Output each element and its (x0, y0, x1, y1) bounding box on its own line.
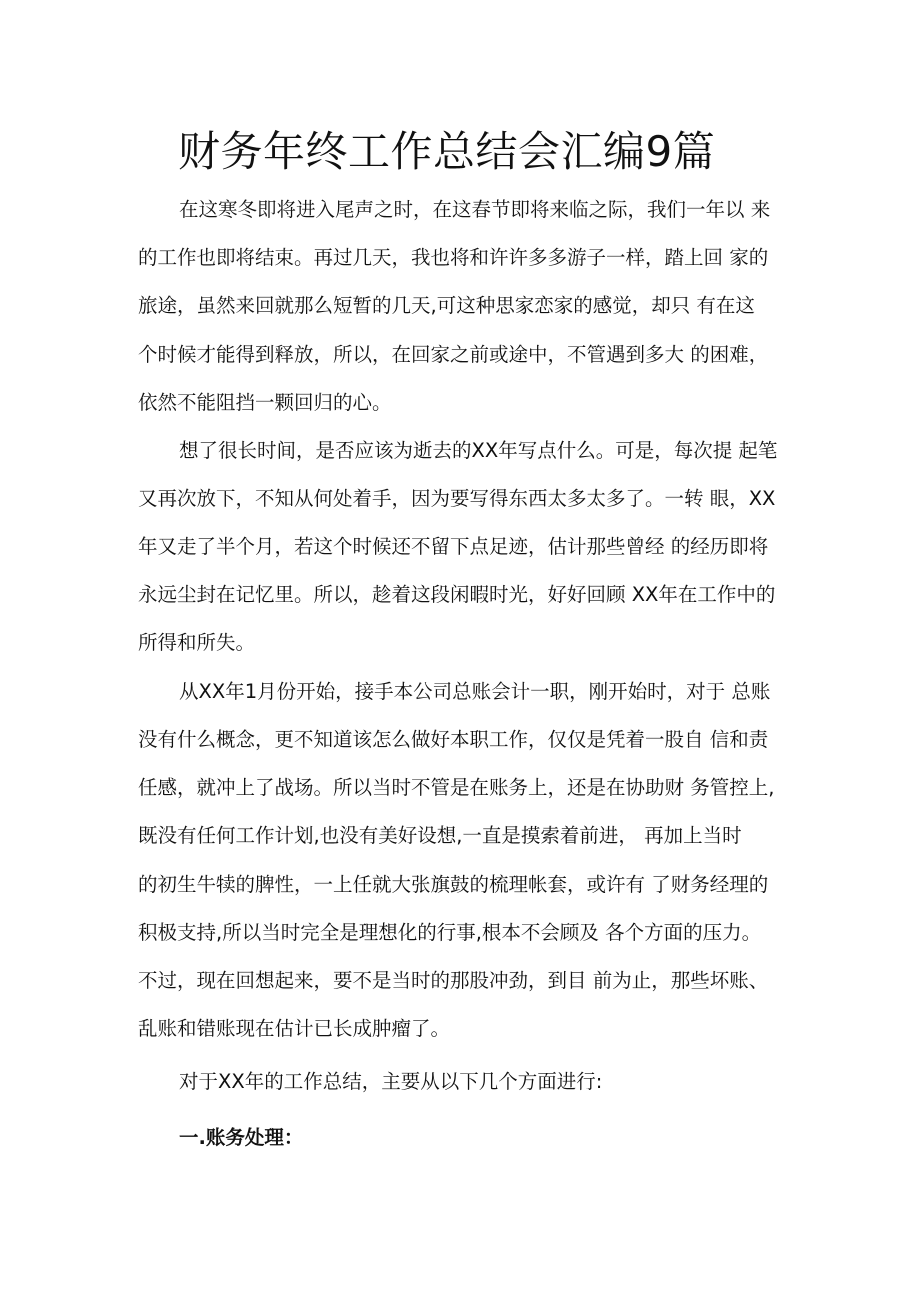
paragraph-line: 永远尘封在记忆里。所以，趁着这段闲暇时光，好好回顾 XX年在工作中的 (138, 583, 776, 606)
paragraph-line: 个时候才能得到释放，所以，在回家之前或途中，不管遇到多大 的困难， (138, 343, 769, 366)
paragraph-line: 既没有任何工作计划,也没有美好设想,一直是摸索着前进， 再加上当时 (138, 824, 742, 847)
paragraph-line: 的工作也即将结束。再过几天，我也将和许许多多游子一样，踏上回 家的 (138, 246, 769, 269)
section-heading: 一.账务处理： (179, 1126, 304, 1149)
paragraph-line: 所得和所失。 (138, 631, 256, 654)
paragraph-line: 不过，现在回想起来，要不是当时的那股冲劲，到目 前为止，那些坏账、 (138, 969, 769, 992)
paragraph-line: 想了很长时间，是否应该为逝去的XX年写点什么。可是，每次提 起笔 (179, 439, 778, 462)
paragraph-line: 任感，就冲上了战场。所以当时不管是在账务上，还是在协助财 务管控上, (138, 776, 775, 799)
paragraph-line: 乱账和错账现在估计已长成肿瘤了。 (138, 1017, 451, 1040)
paragraph-line: 没有什么概念，更不知道该怎么做好本职工作，仅仅是凭着一股自 信和责 (138, 728, 769, 751)
document-title: 财务年终工作总结会汇编9篇 (178, 127, 716, 176)
paragraph-line: 年又走了半个月，若这个时候还不留下点足迹，估计那些曾经 的经历即将 (138, 535, 769, 558)
paragraph-line: 旅途，虽然来回就那么短暂的几天,可这种思家恋家的感觉，却只 有在这 (138, 294, 755, 317)
paragraph-line: 对于XX年的工作总结，主要从以下几个方面进行: (179, 1070, 603, 1093)
paragraph-line: 依然不能阻挡一颗回归的心。 (138, 391, 392, 414)
paragraph-line: 又再次放下，不知从何处着手，因为要写得东西太多太多了。一转 眼，XX (138, 487, 776, 510)
paragraph-line: 在这寒冬即将进入尾声之时，在这春节即将来临之际，我们一年以 来 (179, 198, 771, 221)
paragraph-line: 的初生牛犊的脾性，一上任就大张旗鼓的梳理帐套，或许有 了财务经理的 (138, 873, 769, 896)
paragraph-line: 从XX年1月份开始，接手本公司总账会计一职，刚开始时，对于 总账 (179, 680, 771, 703)
paragraph-line: 积极支持,所以当时完全是理想化的行事,根本不会顾及 各个方面的压力。 (138, 921, 762, 944)
